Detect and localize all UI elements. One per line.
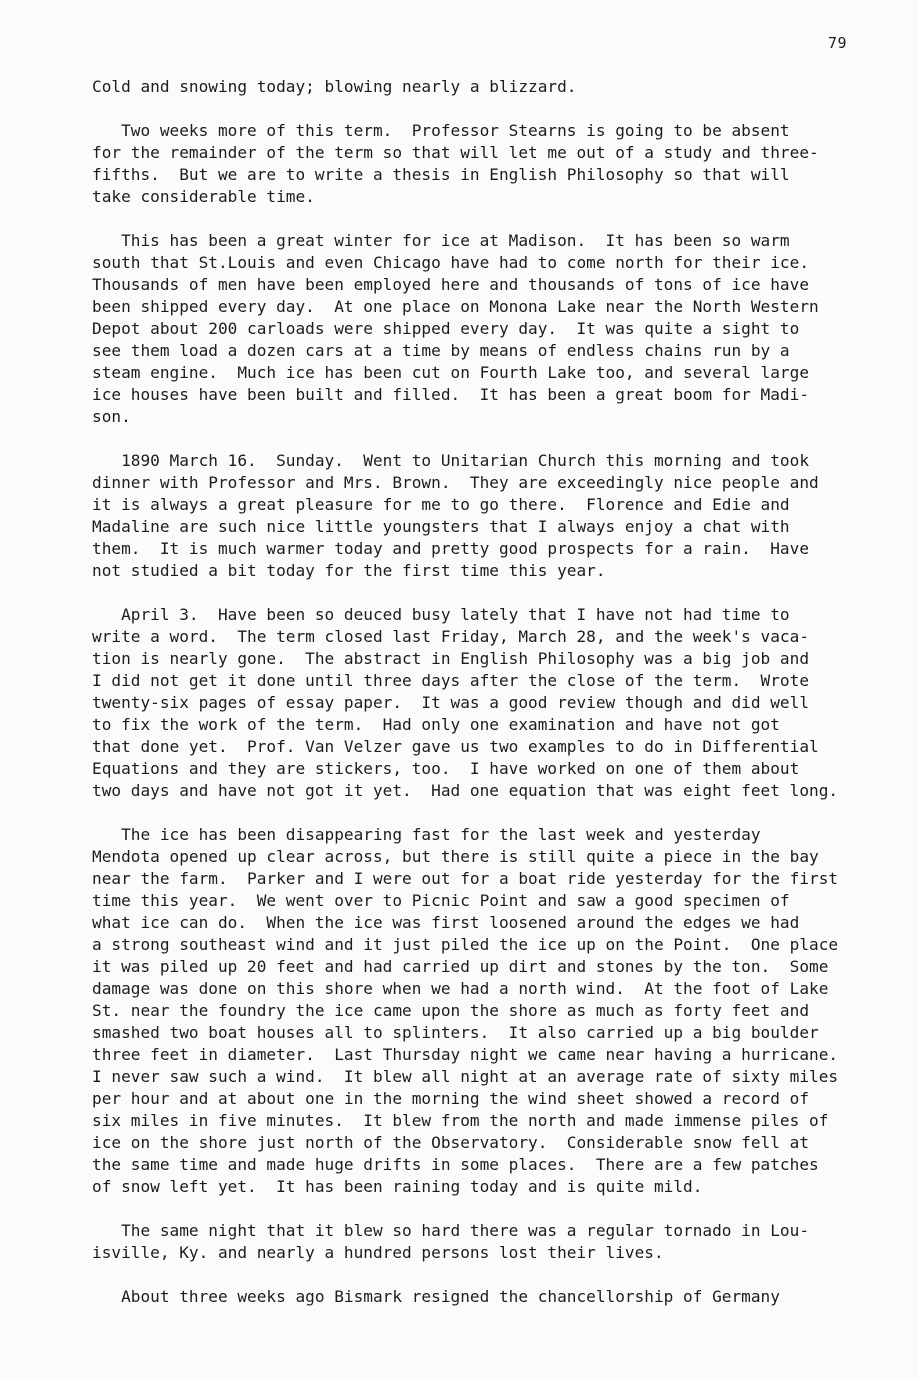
text-line: damage was done on this shore when we had a north wind. At the foot of Lake — [92, 979, 829, 998]
text-line: About three weeks ago Bismark resigned the chancellorship of Germany — [92, 1287, 780, 1306]
text-line: Two weeks more of this term. Professor Stearns is going to be absent — [92, 121, 790, 140]
text-line: Mendota opened up clear across, but there is still quite a piece in the bay — [92, 847, 819, 866]
text-line: been shipped every day. At one place on Monona Lake near the North Western — [92, 297, 819, 316]
diary-text — [92, 76, 892, 1308]
text-line: smashed two boat houses all to splinters. It also carried up a big boulder — [92, 1023, 819, 1042]
paragraph — [92, 1286, 892, 1308]
text-line: time this year. We went over to Picnic Point and saw a good specimen of — [92, 891, 790, 910]
text-line: Equations and they are stickers, too. I have worked on one of them about — [92, 759, 800, 778]
text-line: ice houses have been built and filled. It has been a great boom for Madi- — [92, 385, 810, 404]
text-line: a strong southeast wind and it just piled the ice up on the Point. One place — [92, 935, 839, 954]
text-line: St. near the foundry the ice came upon the shore as much as forty feet and — [92, 1001, 810, 1020]
text-line: for the remainder of the term so that will let me out of a study and three- — [92, 143, 819, 162]
text-line: see them load a dozen cars at a time by means of endless chains run by a — [92, 341, 790, 360]
text-line: not studied a bit today for the first time this year. — [92, 561, 606, 580]
text-line: I never saw such a wind. It blew all night at an average rate of sixty miles — [92, 1067, 839, 1086]
text-line: that done yet. Prof. Van Velzer gave us two examples to do in Differential — [92, 737, 819, 756]
text-line: them. It is much warmer today and pretty good prospects for a rain. Have — [92, 539, 810, 558]
paragraph — [92, 824, 892, 1198]
text-line: April 3. Have been so deuced busy lately that I have not had time to — [92, 605, 790, 624]
text-line: The same night that it blew so hard there was a regular tornado in Lou- — [92, 1221, 810, 1240]
text-line: isville, Ky. and nearly a hundred persons lost their lives. — [92, 1243, 664, 1262]
text-line: two days and have not got it yet. Had one equation that was eight feet long. — [92, 781, 839, 800]
paragraph — [92, 1220, 892, 1264]
text-line: Depot about 200 carloads were shipped every day. It was quite a sight to — [92, 319, 800, 338]
text-line: six miles in five minutes. It blew from the north and made immense piles of — [92, 1111, 829, 1130]
text-line: son. — [92, 407, 131, 426]
text-line: Madaline are such nice little youngsters that I always enjoy a chat with — [92, 517, 790, 536]
paragraph — [92, 76, 892, 98]
text-line: twenty-six pages of essay paper. It was a good review though and did well — [92, 693, 810, 712]
text-line: steam engine. Much ice has been cut on Fourth Lake too, and several large — [92, 363, 810, 382]
text-line: what ice can do. When the ice was first loosened around the edges we had — [92, 913, 800, 932]
text-line: dinner with Professor and Mrs. Brown. They are exceedingly nice people and — [92, 473, 819, 492]
text-line: three feet in diameter. Last Thursday night we came near having a hurricane. — [92, 1045, 839, 1064]
paragraph — [92, 450, 892, 582]
paragraph — [92, 604, 892, 802]
text-line: take considerable time. — [92, 187, 315, 206]
text-line: Thousands of men have been employed here and thousands of tons of ice have — [92, 275, 810, 294]
text-line: fifths. But we are to write a thesis in English Philosophy so that will — [92, 165, 790, 184]
text-line: The ice has been disappearing fast for the last week and yesterday — [92, 825, 761, 844]
text-line: tion is nearly gone. The abstract in English Philosophy was a big job and — [92, 649, 810, 668]
paragraph — [92, 230, 892, 428]
text-line: This has been a great winter for ice at Madison. It has been so warm — [92, 231, 790, 250]
text-line: 1890 March 16. Sunday. Went to Unitarian Church this morning and took — [92, 451, 810, 470]
page-number: 79 — [828, 34, 848, 52]
text-line: I did not get it done until three days after the close of the term. Wrote — [92, 671, 810, 690]
text-line: to fix the work of the term. Had only one examination and have not got — [92, 715, 780, 734]
text-line: the same time and made huge drifts in some places. There are a few patches — [92, 1155, 819, 1174]
text-line: per hour and at about one in the morning the wind sheet showed a record of — [92, 1089, 810, 1108]
text-line: south that St.Louis and even Chicago have had to come north for their ice. — [92, 253, 810, 272]
text-line: it was piled up 20 feet and had carried up dirt and stones by the ton. Some — [92, 957, 829, 976]
text-line: ice on the shore just north of the Observatory. Considerable snow fell at — [92, 1133, 810, 1152]
text-line: write a word. The term closed last Friday, March 28, and the week's vaca- — [92, 627, 810, 646]
text-line: Cold and snowing today; blowing nearly a blizzard. — [92, 77, 577, 96]
text-line: it is always a great pleasure for me to go there. Florence and Edie and — [92, 495, 790, 514]
text-line: near the farm. Parker and I were out for a boat ride yesterday for the first — [92, 869, 839, 888]
paragraph — [92, 120, 892, 208]
text-line: of snow left yet. It has been raining today and is quite mild. — [92, 1177, 703, 1196]
